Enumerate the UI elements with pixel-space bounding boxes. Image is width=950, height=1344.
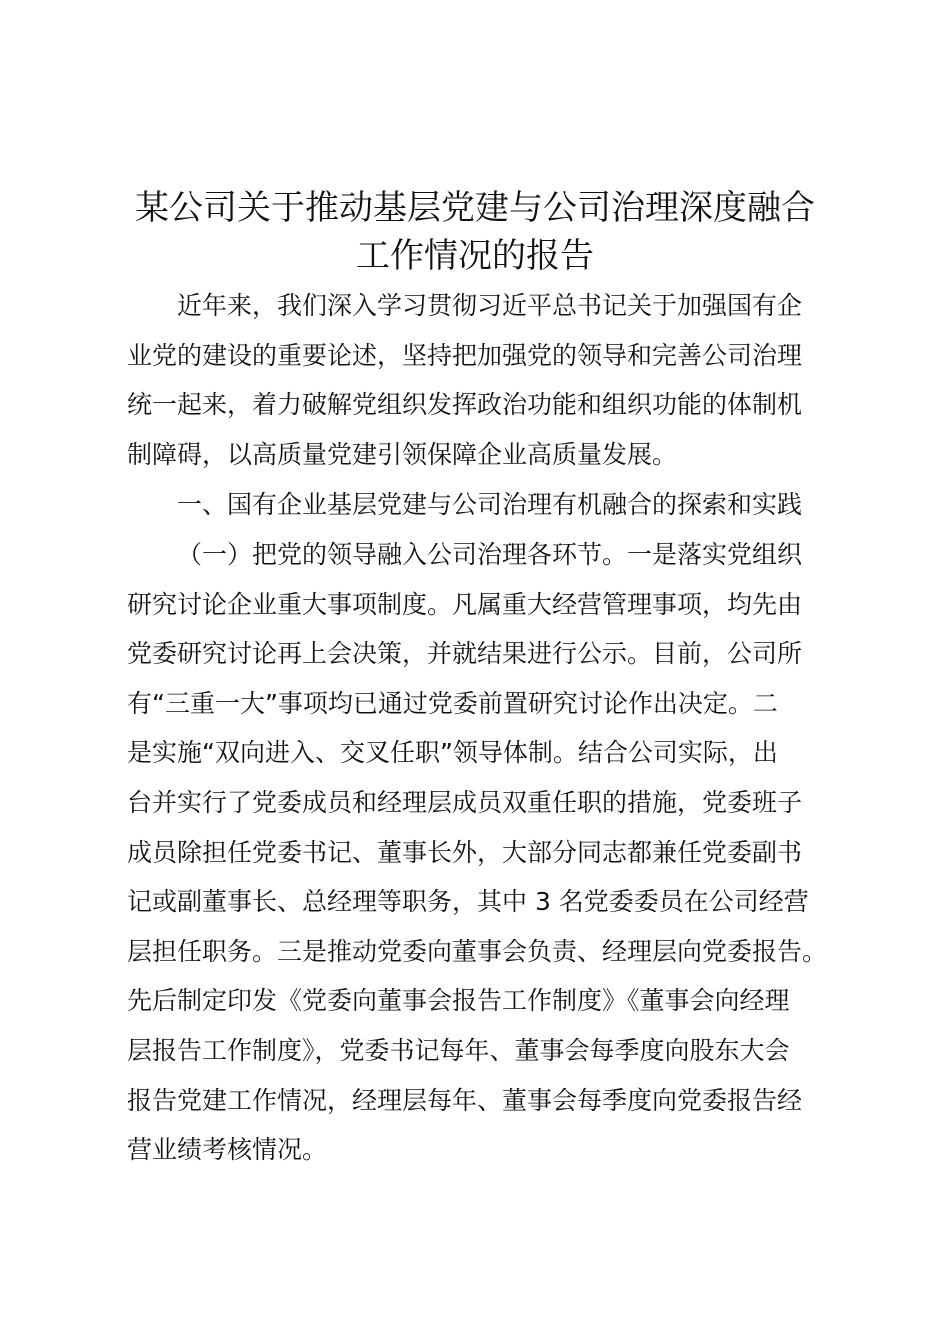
intro-line: 制障碍，以高质量党建引领保障企业高质量发展。 <box>127 439 678 469</box>
section-line: 层担任职务。三是推动党委向董事会负责、经理层向党委报告。 <box>127 936 828 966</box>
intro-paragraph <box>127 281 831 479</box>
section-heading: 一、国有企业基层党建与公司治理有机融合的探索和实践 <box>177 490 803 519</box>
section-line: 营业绩考核情况。 <box>127 1135 328 1165</box>
section-line: 成员除担任党委书记、董事长外，大部分同志都兼任党委副书 <box>127 837 803 867</box>
section-line: 记或副董事长、总经理等职务，其中 3 名党委委员在公司经营 <box>127 887 809 917</box>
section-paragraph <box>127 530 831 1175</box>
section-line: 报告党建工作情况，经理层每年、董事会每季度向党委报告经 <box>127 1085 803 1115</box>
section-line: 研究讨论企业重大事项制度。凡属重大经营管理事项，均先由 <box>127 589 803 619</box>
section-line: 台并实行了党委成员和经理层成员双重任职的措施，党委班子 <box>127 787 803 817</box>
section-heading-paragraph <box>127 480 831 530</box>
section-line: （一）把党的领导融入公司治理各环节。一是落实党组织 <box>177 540 803 569</box>
section-line: 先后制定印发《党委向董事会报告工作制度》《董事会向经理 <box>127 986 790 1016</box>
section-line: 有“三重一大”事项均已通过党委前置研究讨论作出决定。二 <box>127 688 778 718</box>
section-line: 层报告工作制度》，党委书记每年、董事会每季度向股东大会 <box>127 1035 790 1065</box>
document-title-line-1: 某公司关于推动基层党建与公司治理深度融合 <box>135 188 815 228</box>
document-title-line-2: 工作情况的报告 <box>356 236 594 276</box>
section-line: 是实施“双向进入、交叉任职”领导体制。结合公司实际，出 <box>127 738 778 768</box>
intro-line: 统一起来，着力破解党组织发挥政治功能和组织功能的体制机 <box>127 390 803 420</box>
section-line: 党委研究讨论再上会决策，并就结果进行公示。目前，公司所 <box>127 639 803 669</box>
intro-line: 业党的建设的重要论述，坚持把加强党的领导和完善公司治理 <box>127 340 803 370</box>
intro-line: 近年来，我们深入学习贯彻习近平总书记关于加强国有企 <box>177 291 803 320</box>
